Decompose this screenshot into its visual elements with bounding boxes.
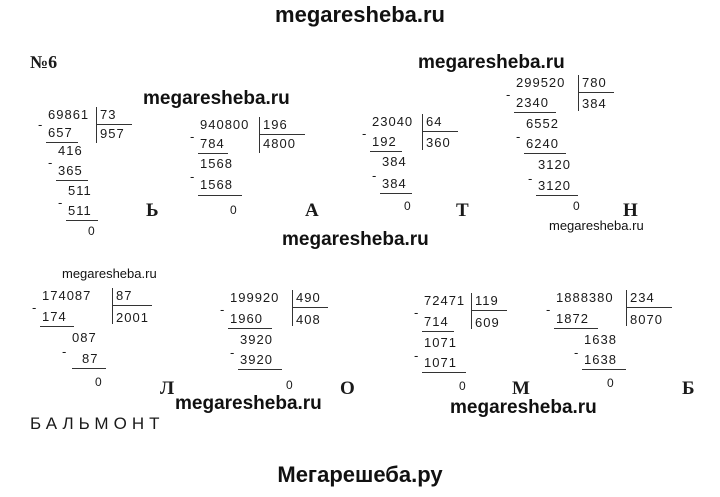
answer-letter: Б [682,378,695,399]
remainder: 0 [95,375,103,389]
step: 6240 [526,136,559,151]
answer-letter: Л [160,378,175,399]
watermark: megaresheba.ru [418,52,565,73]
answer-letter: Т [456,200,469,221]
step: 365 [58,163,83,178]
step: 87 [82,351,99,366]
watermark: megaresheba.ru [549,218,644,233]
step: 1071 [424,355,457,370]
divisor: 87 [116,288,133,303]
step: 087 [72,330,97,345]
quotient: 360 [426,135,451,150]
watermark: megaresheba.ru [282,229,429,250]
step: 511 [68,183,92,198]
step: 1568 [200,177,233,192]
step: 657 [48,125,73,140]
quotient: 384 [582,96,607,111]
watermark: megaresheba.ru [143,88,290,109]
answer-letter: Ь [146,200,159,221]
remainder: 0 [573,199,581,213]
remainder: 0 [286,378,294,392]
step: 1960 [230,311,263,326]
divisor: 490 [296,290,321,305]
quotient: 8070 [630,312,663,327]
step: 1071 [424,335,457,350]
answer-word: БАЛЬМОНТ [30,414,165,433]
divisor: 119 [475,293,499,308]
remainder: 0 [230,203,238,217]
dividend: 69861 [48,107,90,122]
dividend: 174087 [42,288,92,303]
divisor: 196 [263,117,288,132]
remainder: 0 [88,224,96,238]
step: 174 [42,309,67,324]
answer-letter: О [340,378,355,399]
watermark: megaresheba.ru [450,397,597,418]
dividend: 940800 [200,117,250,132]
quotient: 609 [475,315,500,330]
watermark-top: megaresheba.ru [275,2,445,27]
step: 784 [200,136,225,151]
step: 416 [58,143,83,158]
step: 1568 [200,156,233,171]
quotient: 957 [100,126,125,141]
watermark: megaresheba.ru [62,266,157,281]
remainder: 0 [607,376,615,390]
divisor: 234 [630,290,655,305]
step: 2340 [516,95,549,110]
dividend: 23040 [372,114,414,129]
step: 1872 [556,311,589,326]
answer-letter: М [512,378,530,399]
remainder: 0 [404,199,412,213]
step: 1638 [584,352,617,367]
step: 1638 [584,332,617,347]
step: 3120 [538,157,571,172]
dividend: 72471 [424,293,466,308]
step: 384 [382,176,407,191]
answer-letter: А [305,200,319,221]
dividend: 199920 [230,290,280,305]
task-number: №6 [30,52,58,72]
divisor: 73 [100,107,117,122]
step: 511 [68,203,92,218]
divisor: 64 [426,114,443,129]
watermark-bottom: Мегарешеба.ру [277,462,443,487]
divisor: 780 [582,75,607,90]
step: 714 [424,314,449,329]
step: 192 [372,134,397,149]
watermark: megaresheba.ru [175,393,322,414]
dividend: 1888380 [556,290,614,305]
answer-letter: Н [623,200,638,221]
quotient: 4800 [263,136,296,151]
dividend: 299520 [516,75,566,90]
step: 6552 [526,116,559,131]
step: 384 [382,154,407,169]
step: 3920 [240,332,273,347]
quotient: 2001 [116,310,149,325]
remainder: 0 [459,379,467,393]
step: 3120 [538,178,571,193]
step: 3920 [240,352,273,367]
quotient: 408 [296,312,321,327]
